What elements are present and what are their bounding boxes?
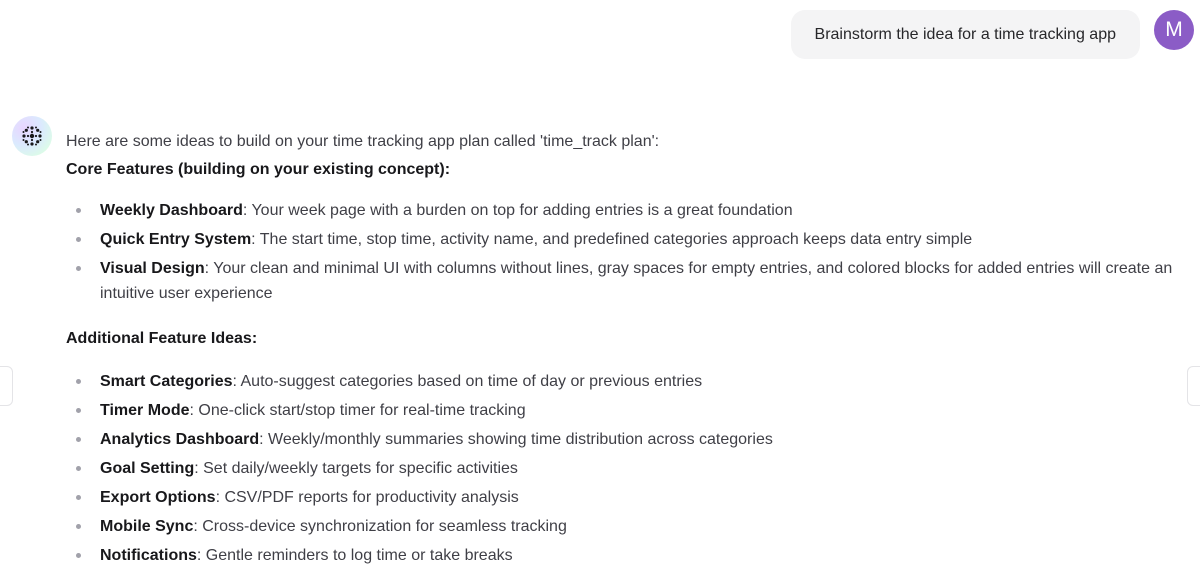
list-item-desc: : CSV/PDF reports for productivity analysis: [215, 489, 519, 506]
list-item: [66, 398, 1191, 423]
list-item: [66, 514, 1191, 539]
list-item-desc: : Cross-device synchronization for seamless tracking: [193, 518, 567, 535]
user-message-bubble: [791, 10, 1140, 59]
list-item-desc: : One-click start/stop timer for real-time tracking: [189, 402, 526, 419]
assistant-message: [66, 129, 1191, 572]
bullet-icon: [76, 495, 81, 500]
assistant-logo-icon: [21, 125, 43, 147]
bullet-icon: [76, 524, 81, 529]
list-item-desc: : Your clean and minimal UI with columns without lines, gray spaces for empty entries, and colored blocks for added entries will create an intuitive user experience: [100, 260, 1173, 302]
list-item: [66, 456, 1191, 481]
section-heading-core-features: Core Features (building on your existing concept):: [66, 161, 451, 178]
bullet-icon: [76, 466, 81, 471]
assistant-avatar: [12, 116, 52, 156]
list-item-term: Goal Setting: [100, 460, 195, 477]
sidebar-expand-handle-left[interactable]: [0, 366, 13, 406]
list-item: [66, 369, 1191, 394]
list-item-term: Quick Entry System: [100, 231, 252, 248]
list-item: [66, 485, 1191, 510]
user-avatar-initial: M: [1165, 18, 1183, 41]
list-item-desc: : Auto-suggest categories based on time of day or previous entries: [232, 373, 703, 390]
list-item-desc: : Gentle reminders to log time or take breaks: [196, 547, 513, 564]
list-item-term: Notifications: [100, 547, 197, 564]
user-message-text: Brainstorm the idea for a time tracking app: [814, 25, 1116, 43]
bullet-icon: [76, 208, 81, 213]
list-item: [66, 227, 1191, 252]
list-item-term: Export Options: [100, 489, 216, 506]
list-item-desc: : The start time, stop time, activity name, and predefined categories approach keeps data entry simple: [251, 231, 973, 248]
list-item-desc: : Set daily/weekly targets for specific activities: [194, 460, 518, 477]
bullet-icon: [76, 237, 81, 242]
list-item: [66, 198, 1191, 223]
list-item: [66, 256, 1191, 306]
list-item-term: Visual Design: [100, 260, 205, 277]
list-item-term: Mobile Sync: [100, 518, 194, 535]
list-item-desc: : Your week page with a burden on top for adding entries is a great foundation: [242, 202, 793, 219]
section-heading-additional-features: Additional Feature Ideas:: [66, 330, 258, 347]
core-features-list: [66, 198, 1191, 306]
user-avatar[interactable]: [1154, 10, 1194, 50]
sidebar-expand-handle-right[interactable]: [1187, 366, 1200, 406]
list-item-desc: : Weekly/monthly summaries showing time distribution across categories: [259, 431, 773, 448]
list-item: [66, 427, 1191, 452]
bullet-icon: [76, 266, 81, 271]
list-item-term: Smart Categories: [100, 373, 233, 390]
assistant-intro: Here are some ideas to build on your time tracking app plan called 'time_track plan':: [66, 133, 660, 150]
bullet-icon: [76, 379, 81, 384]
bullet-icon: [76, 553, 81, 558]
bullet-icon: [76, 437, 81, 442]
list-item-term: Weekly Dashboard: [100, 202, 243, 219]
additional-features-list: [66, 369, 1191, 568]
list-item: [66, 543, 1191, 568]
list-item-term: Timer Mode: [100, 402, 190, 419]
list-item-term: Analytics Dashboard: [100, 431, 260, 448]
bullet-icon: [76, 408, 81, 413]
